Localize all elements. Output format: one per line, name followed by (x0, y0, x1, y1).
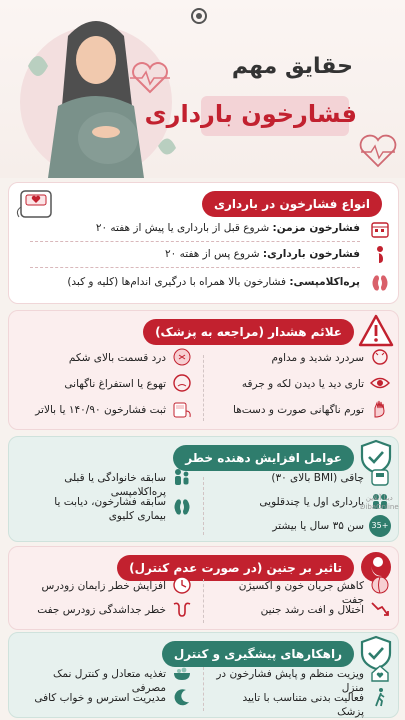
risk-family-history: سابقه خانوادگی یا قبلی پره‌اکلامپسی (64, 472, 166, 498)
type-chronic (20, 221, 360, 235)
warning-heading-text: علائم هشدار (مراجعه به پزشک) (155, 325, 342, 339)
walking-icon (370, 687, 390, 707)
title-line1: حقایق مهم (231, 54, 353, 79)
warning-heading (143, 319, 354, 345)
kidney-icon (370, 273, 390, 293)
fetal-growth: اختلال و افت رشد جنین (260, 604, 364, 616)
title-line2: فشارخون بارداری (144, 100, 357, 128)
brand-logo-icon (191, 8, 207, 24)
bp-reading-icon (172, 399, 192, 419)
types-section (8, 182, 399, 304)
heart-pulse-icon (357, 128, 399, 170)
type-preeclampsia-text: فشارخون بالا همراه با درگیری اندام‌ها (کلیه و کبد) (67, 276, 290, 288)
fetal-heading (117, 555, 354, 581)
type-preeclampsia-label: پره‌اکلامپسی: (289, 276, 360, 288)
prevent-stress: مدیریت استرس و خواب کافی (34, 692, 166, 704)
eye-icon (370, 373, 390, 393)
pregnancy-icon (370, 245, 390, 265)
watermark-sub: DibaOnline (360, 503, 399, 511)
types-heading (202, 191, 382, 217)
warning-triangle-icon (358, 313, 394, 349)
warning-abdomen: درد قسمت بالای شکم (68, 352, 166, 364)
family-icon (172, 467, 192, 487)
salad-bowl-icon (172, 663, 192, 683)
type-gestational-label: فشارخون بارداری: (262, 248, 360, 260)
warning-section (8, 310, 399, 430)
prevent-activity: فعالیت بدنی متناسب با تایید پزشک (242, 692, 364, 718)
fetal-section (8, 546, 399, 630)
column-divider (203, 579, 204, 623)
watermark-text: دیبا آنلاین (365, 494, 393, 502)
risk-age: سن ۳۵ سال یا بیشتر (272, 520, 364, 532)
types-heading-text: انواع فشارخون در بارداری (213, 197, 370, 211)
prevent-heading-text: راهکارهای پیشگیری و کنترل (173, 647, 342, 661)
age-badge-text: 35+ (371, 521, 389, 530)
growth-decline-icon (370, 599, 390, 619)
risk-obesity: چاقی (BMI بالای ۳۰) (271, 472, 364, 484)
type-chronic-text: شروع قبل از بارداری یا پیش از هفته ۲۰ (95, 222, 273, 234)
uterus-icon (172, 599, 192, 619)
abdomen-pain-icon (172, 347, 192, 367)
risk-first-pregnancy: بارداری اول یا چندقلویی (259, 496, 364, 508)
scale-icon (370, 467, 390, 487)
clock-icon (172, 575, 192, 595)
heartbeat-heart-icon (130, 62, 170, 94)
calendar-icon (370, 219, 390, 239)
fetal-heading-text: تاثیر بر جنین (در صورت عدم کنترل) (129, 561, 342, 575)
nausea-icon (172, 373, 192, 393)
risk-section (8, 436, 399, 542)
warning-vision: تاری دید یا دیدن لکه و جرقه (241, 378, 364, 390)
column-divider (203, 667, 204, 711)
fetal-preterm: افزایش خطر زایمان زودرس (41, 580, 166, 592)
prevent-nutrition: تغذیه متعادل و کنترل نمک مصرفی (53, 668, 166, 694)
type-chronic-label: فشارخون مزمن: (272, 222, 360, 234)
risk-heading-text: عوامل افزایش دهنده خطر (185, 451, 342, 465)
prevent-monitoring: ویزیت منظم و پایش فشارخون در منزل (216, 668, 364, 694)
fetal-abruption: خطر جداشدگی زودرس جفت (37, 604, 166, 616)
column-divider (203, 477, 204, 535)
swollen-hand-icon (370, 399, 390, 419)
warning-bp: ثبت فشارخون ۱۴۰/۹۰ یا بالاتر (35, 404, 166, 416)
headache-icon (370, 347, 390, 367)
age-badge-icon (369, 515, 391, 537)
risk-medical-history: سابقه فشارخون، دیابت یا بیماری کلیوی (54, 496, 166, 522)
moon-icon (172, 687, 192, 707)
blood-pressure-monitor-icon (15, 187, 55, 221)
warning-swelling: تورم ناگهانی صورت و دست‌ها (233, 404, 364, 416)
risk-heading (173, 445, 354, 471)
warning-nausea: تهوع یا استفراغ ناگهانی (64, 378, 166, 390)
prevent-section (8, 632, 399, 718)
fetal-bloodflow: کاهش جریان خون و اکسیژن جفت (238, 580, 364, 606)
divider (30, 267, 360, 268)
type-gestational (20, 247, 360, 261)
watermark (360, 494, 399, 512)
hero-header (0, 0, 405, 178)
type-gestational-text: شروع پس از هفته ۲۰ (165, 248, 263, 260)
divider (30, 241, 360, 242)
type-preeclampsia (15, 275, 360, 289)
home-heart-icon (370, 663, 390, 683)
kidney-icon (172, 497, 192, 517)
column-divider (203, 355, 204, 421)
placenta-icon (370, 575, 390, 595)
warning-headache: سردرد شدید و مداوم (271, 352, 364, 364)
